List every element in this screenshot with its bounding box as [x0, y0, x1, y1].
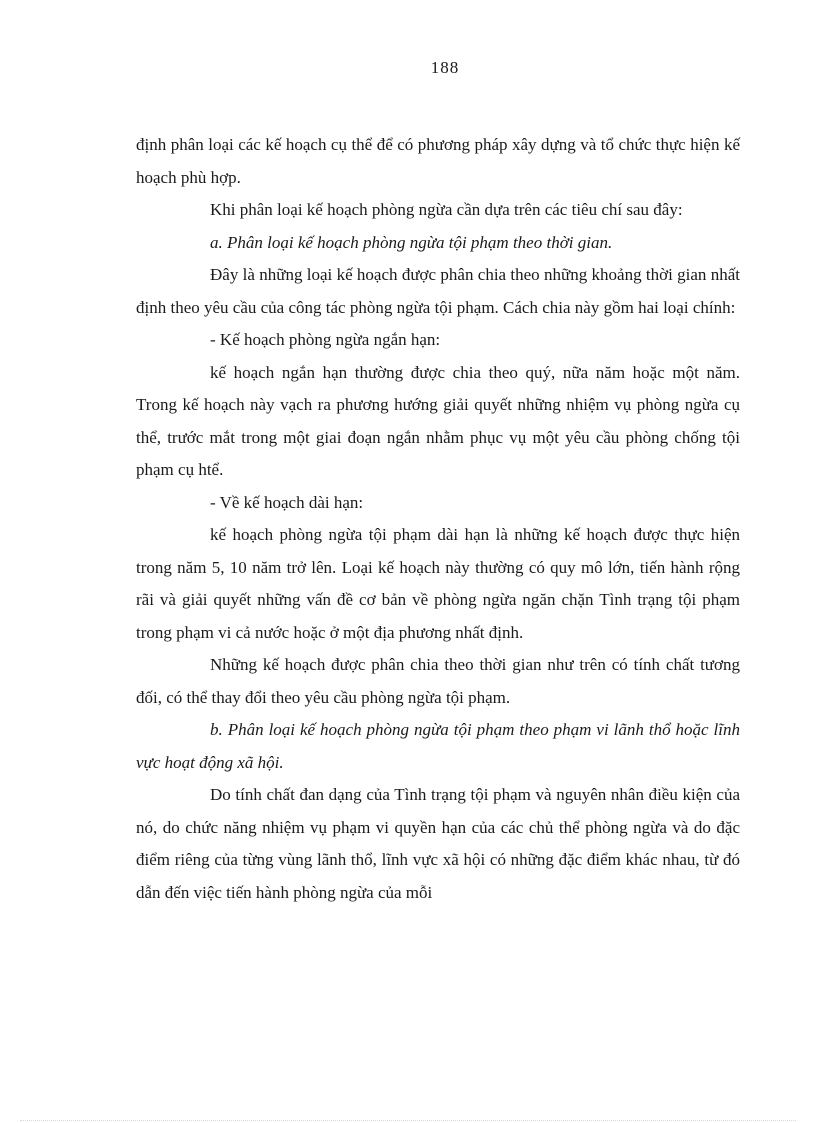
page-number: 188	[430, 58, 460, 77]
paragraph-continuation: định phân loại các kế hoạch cụ thể để có phương pháp xây dựng và tổ chức thực hiện kế hoạch phù hợp.	[136, 135, 740, 187]
paragraph-diversity: Do tính chất đan dạng của Tình trạng tội phạm và nguyên nhân điều kiện của nó, do chức năng nhiệm vụ phạm vi quyền hạn của các chủ thể phòng ngừa và do đặc điểm riêng của từng vùng lãnh thổ, lĩnh vực xã hội có những đặc điểm khác nhau, từ đó dẫn đến việc tiến hành phòng ngừa của mỗi	[136, 785, 740, 902]
paragraph-time-based: Đây là những loại kế hoạch được phân chia theo những khoảng thời gian nhất định theo yêu cầu của công tác phòng ngừa tội phạm. Cách chia này gồm hai loại chính:	[136, 265, 740, 317]
section-heading-b: b. Phân loại kế hoạch phòng ngừa tội phạm theo phạm vi lãnh thổ hoặc lĩnh vực hoạt động xã hội.	[136, 720, 740, 772]
section-heading-a: a. Phân loại kế hoạch phòng ngừa tội phạm theo thời gian.	[210, 232, 613, 252]
document-body	[136, 129, 740, 909]
paragraph-relative-nature: Những kế hoạch được phân chia theo thời gian như trên có tính chất tương đối, có thể thay đổi theo yêu cầu phòng ngừa tội phạm.	[136, 655, 740, 707]
page-bottom-divider	[20, 1120, 796, 1121]
paragraph-long-term: kế hoạch phòng ngừa tội phạm dài hạn là những kế hoạch được thực hiện trong năm 5, 10 năm trở lên. Loại kế hoạch này thường có quy mô lớn, tiến hành rộng rãi và giải quyết những vấn đề cơ bản về phòng ngừa ngăn chặn Tình trạng tội phạm trong phạm vi cả nước hoặc ở một địa phương nhất định.	[136, 525, 740, 642]
paragraph-short-term: kế hoạch ngắn hạn thường được chia theo quý, nữa năm hoặc một năm. Trong kế hoạch này vạch ra phương hướng giải quyết những nhiệm vụ phòng ngừa cụ thể, trước mắt trong một giai đoạn ngắn nhằm phục vụ một yêu cầu phòng chống tội phạm cụ htể.	[136, 362, 740, 479]
list-item-long-term: - Về kế hoạch dài hạn:	[210, 492, 364, 512]
paragraph-criteria-intro: Khi phân loại kế hoạch phòng ngừa cần dựa trên các tiêu chí sau đây:	[210, 200, 683, 219]
list-item-short-term: - Kế hoạch phòng ngừa ngắn hạn:	[210, 330, 441, 349]
